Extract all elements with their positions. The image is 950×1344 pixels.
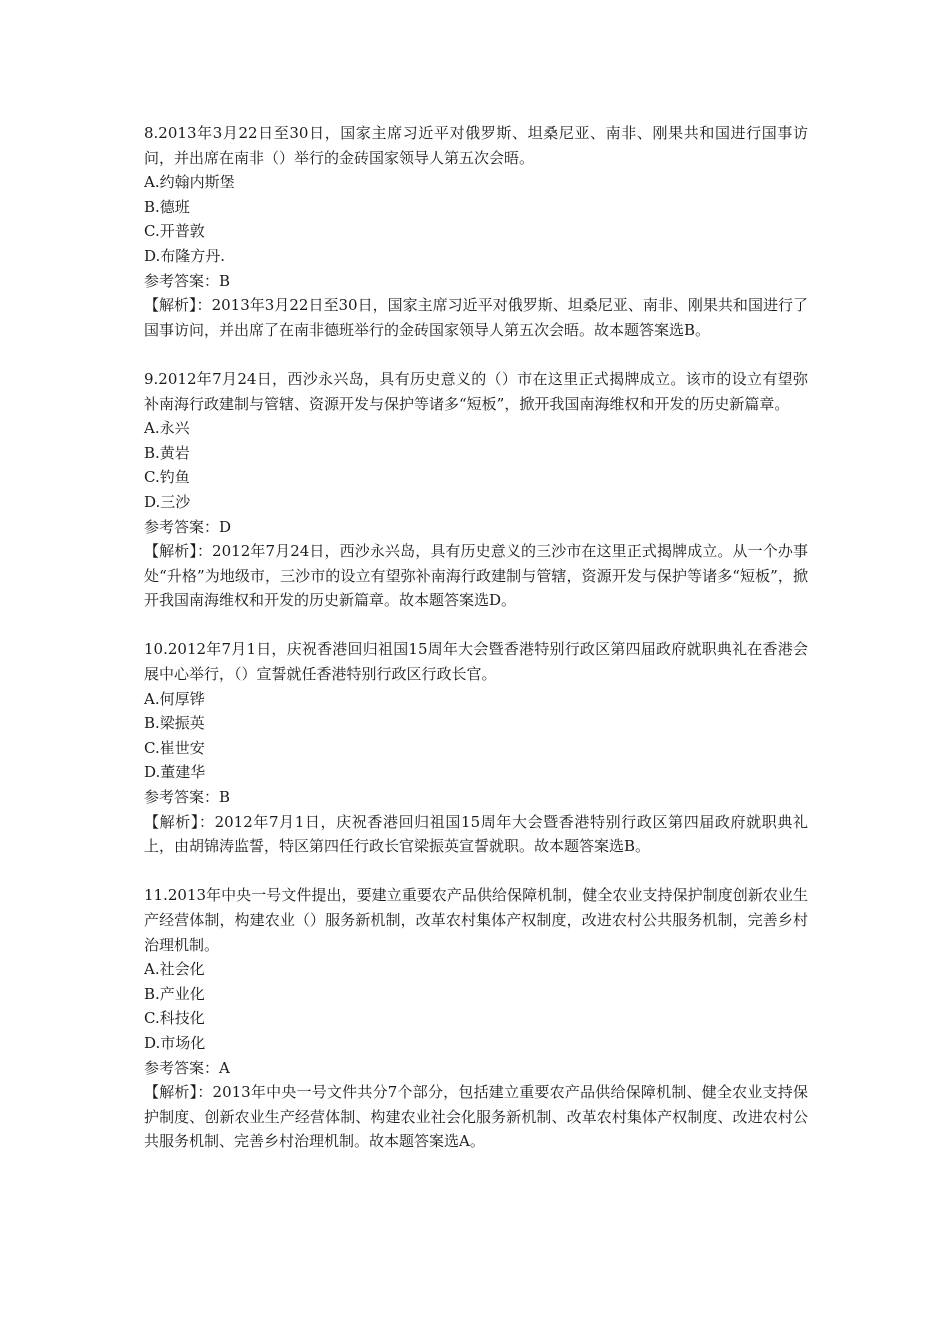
reference-answer: 参考答案：B (144, 788, 231, 807)
answer-analysis: 【解析】：2013年3月22日至30日，国家主席习近平对俄罗斯、坦桑尼亚、南非、刚果共和国进行了国事访问，并出席了在南非德班举行的金砖国家领导人第五次会晤。故本题答案选B。 (144, 296, 808, 339)
option-b: B.黄岩 (144, 443, 190, 462)
option-d: D.三沙 (144, 492, 191, 511)
answer-analysis: 【解析】：2013年中央一号文件共分7个部分，包括建立重要农产品供给保障机制、健全农业支持保护制度、创新农业生产经营体制、构建农业社会化服务新机制、改革农村集体产权制度、改进农村公共服务机制、完善乡村治理机制。故本题答案选A。 (144, 1083, 808, 1151)
question-10 (144, 637, 808, 858)
option-a: A.社会化 (144, 960, 205, 979)
document-page (144, 121, 808, 1179)
answer-analysis: 【解析】：2012年7月1日，庆祝香港回归祖国15周年大会暨香港特别行政区第四届政府就职典礼上，由胡锦涛监誓，特区第四任行政长官梁振英宣誓就职。故本题答案选B。 (144, 812, 808, 856)
option-c: C.钓鱼 (144, 468, 190, 487)
question-stem: 8.2013年3月22日至30日，国家主席习近平对俄罗斯、坦桑尼亚、南非、刚果共和国进行国事访问，并出席在南非（）举行的金砖国家领导人第五次会晤。 (144, 124, 808, 167)
option-d: D.布隆方丹. (144, 246, 226, 265)
option-a: A.何厚铧 (144, 689, 205, 708)
question-stem: 9.2012年7月24日，西沙永兴岛，具有历史意义的（）市在这里正式揭牌成立。该市的设立有望弥补南海行政建制与管辖、资源开发与保护等诸多“短板”，掀开我国南海维权和开发的历史新篇章。 (144, 369, 808, 413)
reference-answer: 参考答案：D (144, 517, 232, 536)
answer-analysis: 【解析】：2012年7月24日，西沙永兴岛，具有历史意义的三沙市在这里正式揭牌成立。从一个办事处“升格”为地级市，三沙市的设立有望弥补南海行政建制与管辖，资源开发与保护等诸多“短板”，掀开我国南海维权和开发的历史新篇章。故本题答案选D。 (144, 542, 808, 610)
question-9 (144, 367, 808, 613)
option-b: B.梁振英 (144, 714, 205, 733)
reference-answer: 参考答案：B (144, 271, 231, 290)
option-c: C.崔世安 (144, 738, 205, 757)
question-11 (144, 883, 808, 1154)
question-8 (144, 121, 808, 342)
question-stem: 11.2013年中央一号文件提出，要建立重要农产品供给保障机制，健全农业支持保护制度创新农业生产经营体制，构建农业（）服务新机制，改革农村集体产权制度，改进农村公共服务机制，完善乡村治理机制。 (144, 886, 808, 954)
question-stem: 10.2012年7月1日，庆祝香港回归祖国15周年大会暨香港特别行政区第四届政府就职典礼在香港会展中心举行，（）宣誓就任香港特别行政区行政长官。 (144, 640, 808, 684)
option-a: A.约翰内斯堡 (144, 173, 235, 192)
option-c: C.科技化 (144, 1009, 205, 1028)
reference-answer: 参考答案：A (144, 1058, 230, 1077)
option-d: D.市场化 (144, 1033, 206, 1052)
option-b: B.产业化 (144, 984, 205, 1003)
option-b: B.德班 (144, 197, 190, 216)
option-c: C.开普敦 (144, 222, 205, 241)
option-a: A.永兴 (144, 419, 190, 438)
option-d: D.董建华 (144, 763, 206, 782)
